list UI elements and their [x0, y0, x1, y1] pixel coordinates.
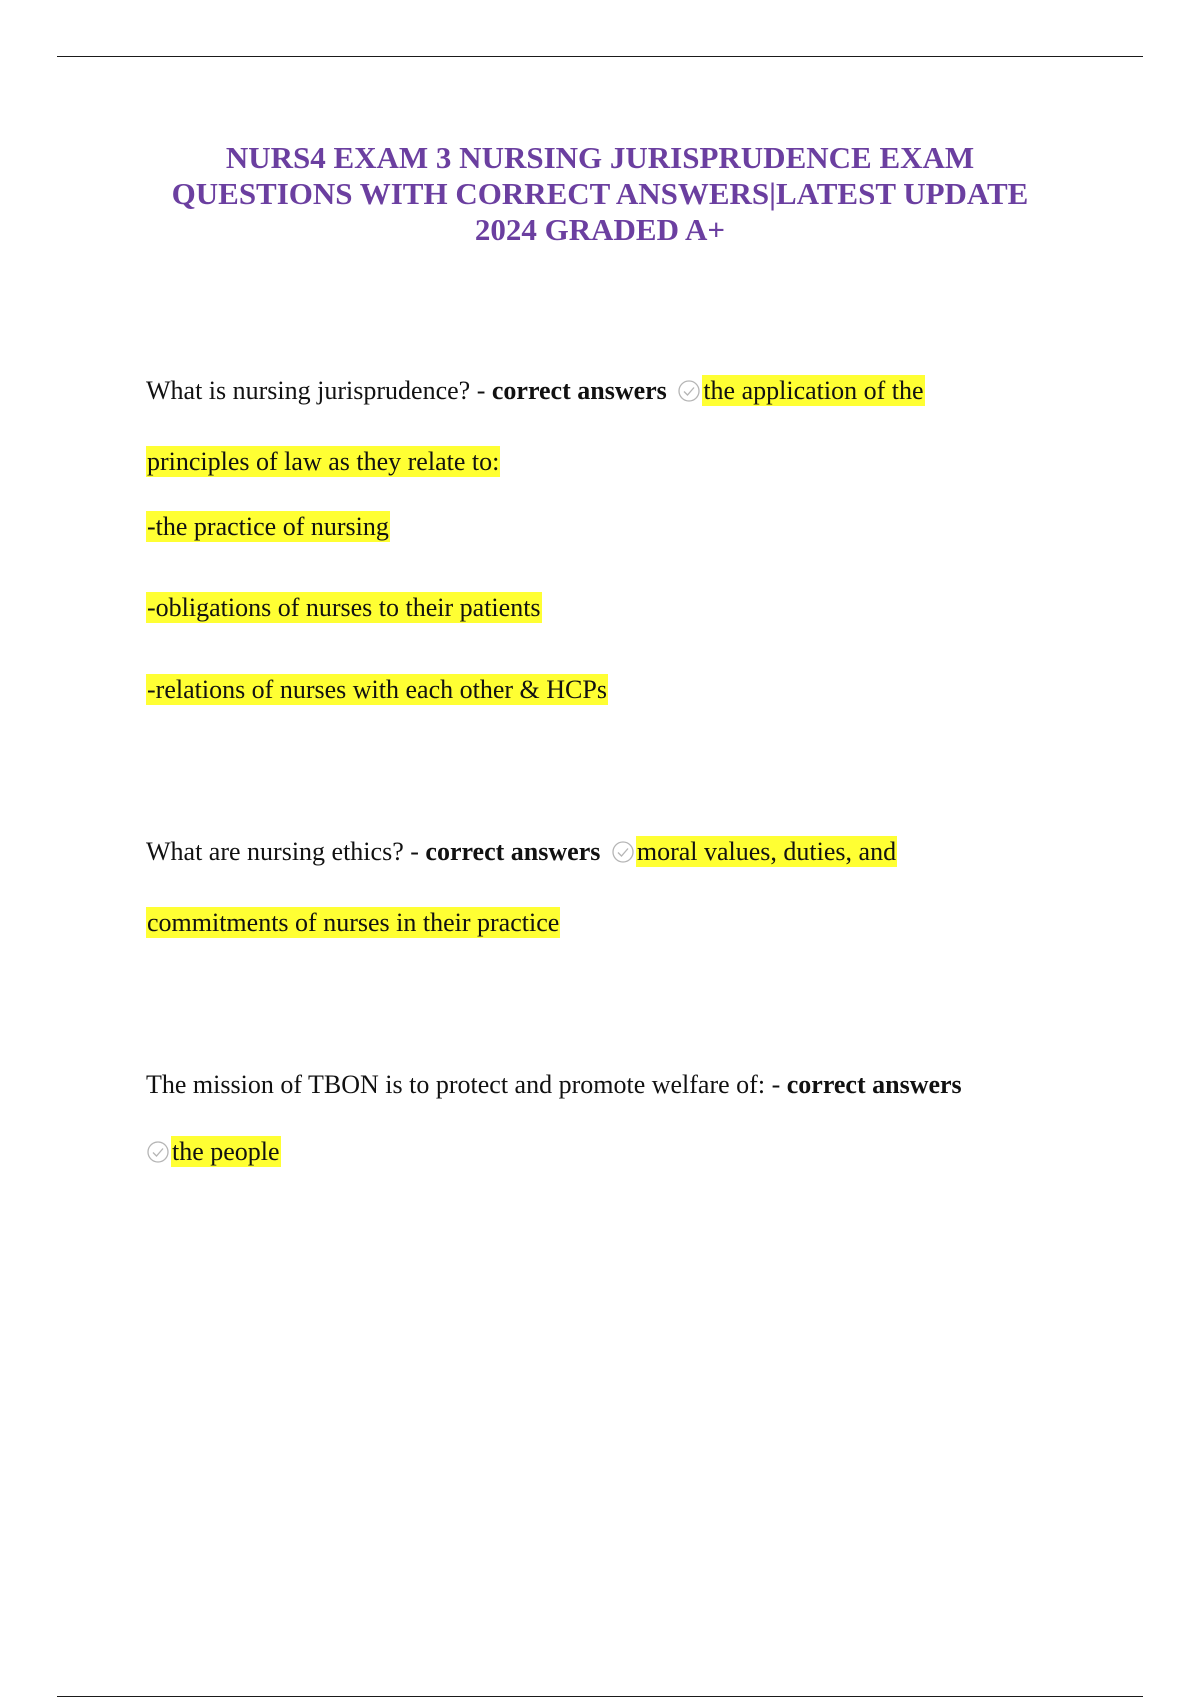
answer-text: the people [172, 1137, 280, 1166]
answer-text: commitments of nurses in their practice [147, 908, 560, 937]
answer-line [146, 1135, 281, 1169]
check-circle-icon [146, 1140, 170, 1164]
answer-text: moral values, duties, and [636, 837, 897, 866]
separator: - [403, 837, 426, 866]
document-title [100, 140, 1100, 248]
title-line: QUESTIONS WITH CORRECT ANSWERS|LATEST UPDATE [171, 176, 1029, 211]
qa-item-question-line [146, 1068, 962, 1102]
answer-text: the application of the [703, 376, 924, 405]
qa-item-question-line [146, 374, 925, 408]
check-circle-icon [611, 840, 635, 864]
answer-line [146, 906, 560, 940]
answer-text: principles of law as they relate to: [147, 447, 500, 476]
answer-line [146, 510, 390, 544]
title-line: 2024 GRADED A+ [474, 212, 726, 247]
answer-line [146, 673, 608, 707]
answer-text: -obligations of nurses to their patients [147, 593, 541, 622]
answer-label: correct answers [491, 376, 667, 405]
top-rule [57, 56, 1143, 57]
separator: - [470, 376, 492, 405]
answer-text: -relations of nurses with each other & HCPs [147, 675, 607, 704]
answer-text: -the practice of nursing [147, 512, 389, 541]
question-text: What is nursing jurisprudence? [146, 376, 471, 405]
answer-label: correct answers [425, 837, 601, 866]
answer-label: correct answers [786, 1070, 962, 1099]
title-line: NURS4 EXAM 3 NURSING JURISPRUDENCE EXAM [225, 140, 975, 175]
check-circle-icon [677, 379, 701, 403]
separator: - [765, 1070, 787, 1099]
bottom-rule [57, 1696, 1143, 1697]
qa-item-question-line [146, 835, 897, 869]
answer-line [146, 591, 542, 625]
question-text: The mission of TBON is to protect and promote welfare of: [146, 1070, 766, 1099]
answer-line [146, 445, 500, 479]
question-text: What are nursing ethics? [146, 837, 404, 866]
